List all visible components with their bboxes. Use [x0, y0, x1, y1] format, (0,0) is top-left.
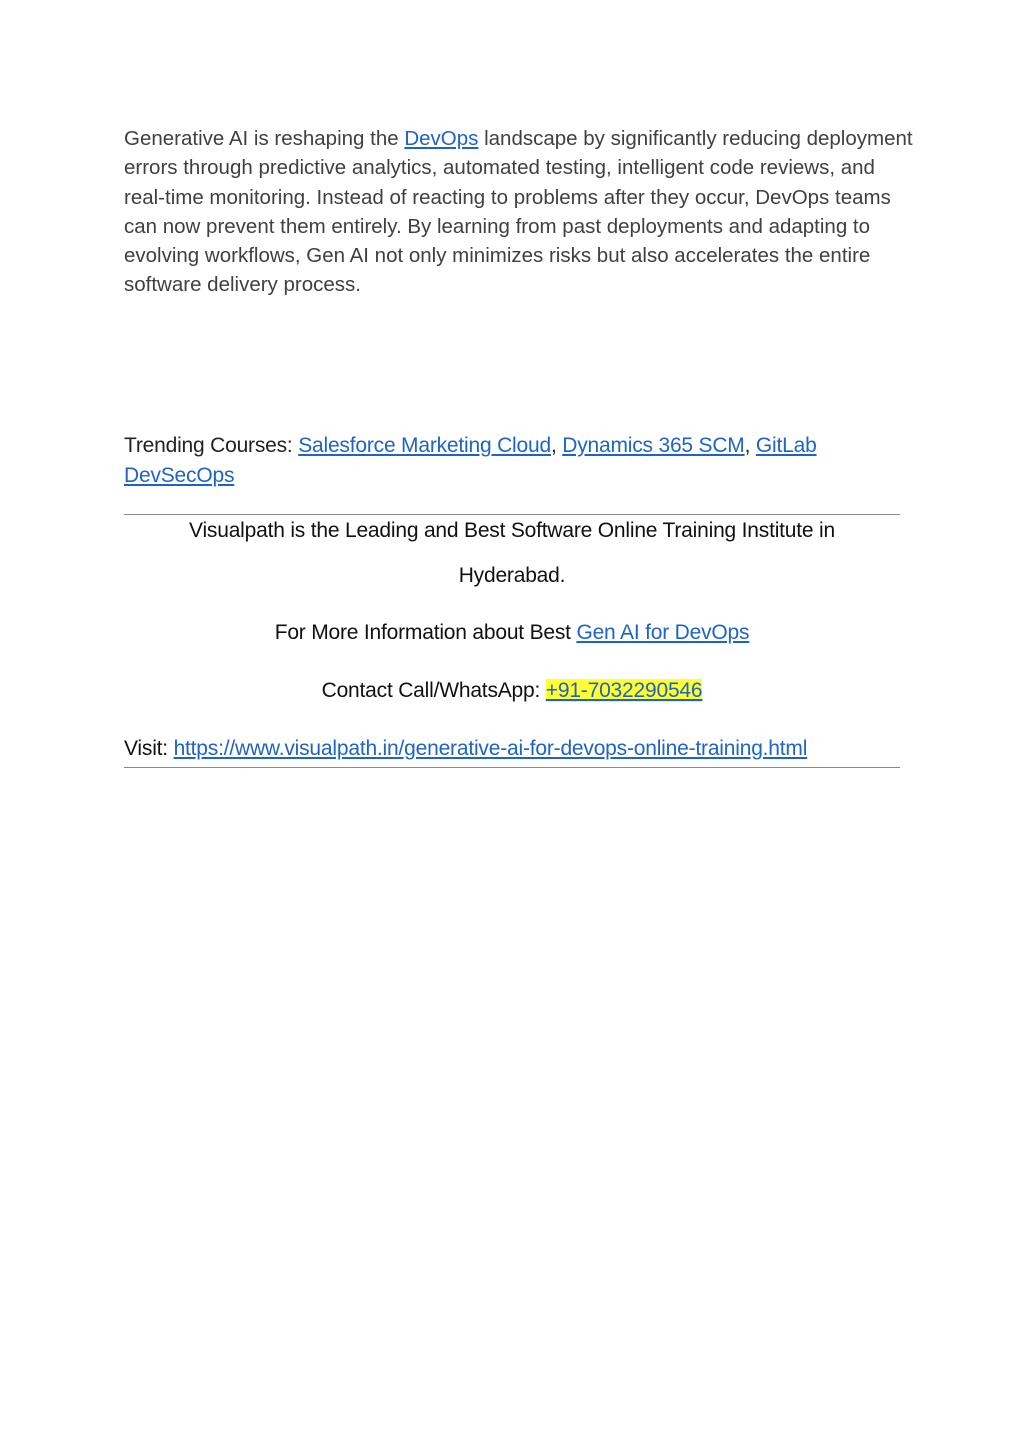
- visit-line: [124, 734, 900, 764]
- devops-link[interactable]: DevOps: [404, 127, 479, 150]
- course-separator: ,: [550, 434, 563, 457]
- visit-label: Visit:: [124, 737, 174, 760]
- footer-bottom-divider: [124, 767, 900, 768]
- intro-text-after: landscape by significantly reducing deployment errors through predictive analytics, automated testing, intelligent code reviews, and real-time monitoring. Instead of reacting to problems after they occur, DevOps teams can now prevent them entirely. By learning from past deployments and adapting to evolving workflows, Gen AI not only minimizes risks but also accelerates the entire software delivery process.: [124, 127, 913, 297]
- course-link-gitlab-devsecops[interactable]: GitLab DevSecOps: [124, 434, 817, 487]
- intro-paragraph: [124, 124, 914, 300]
- more-info-label: For More Information about Best: [274, 621, 577, 644]
- intro-text-before: Generative AI is reshaping the: [124, 127, 405, 150]
- gen-ai-devops-link[interactable]: Gen AI for DevOps: [576, 621, 750, 644]
- more-info-line: [124, 618, 900, 648]
- institute-city: Hyderabad.: [458, 564, 566, 587]
- institute-line: Visualpath is the Leading and Best Software Online Training Institute in: [189, 519, 835, 542]
- course-link-dynamics-365-scm[interactable]: Dynamics 365 SCM: [562, 434, 745, 457]
- visit-url-link[interactable]: https://www.visualpath.in/generative-ai-for-devops-online-training.html: [173, 737, 808, 760]
- course-separator: ,: [744, 434, 756, 457]
- contact-phone-link[interactable]: +91-7032290546: [545, 679, 703, 702]
- course-link-salesforce-marketing-cloud[interactable]: Salesforce Marketing Cloud: [298, 434, 551, 457]
- trending-label: Trending Courses:: [124, 434, 299, 457]
- trending-courses: [124, 431, 914, 491]
- contact-label: Contact Call/WhatsApp:: [321, 679, 546, 702]
- contact-line: [124, 676, 900, 706]
- footer-top-divider: [124, 514, 900, 515]
